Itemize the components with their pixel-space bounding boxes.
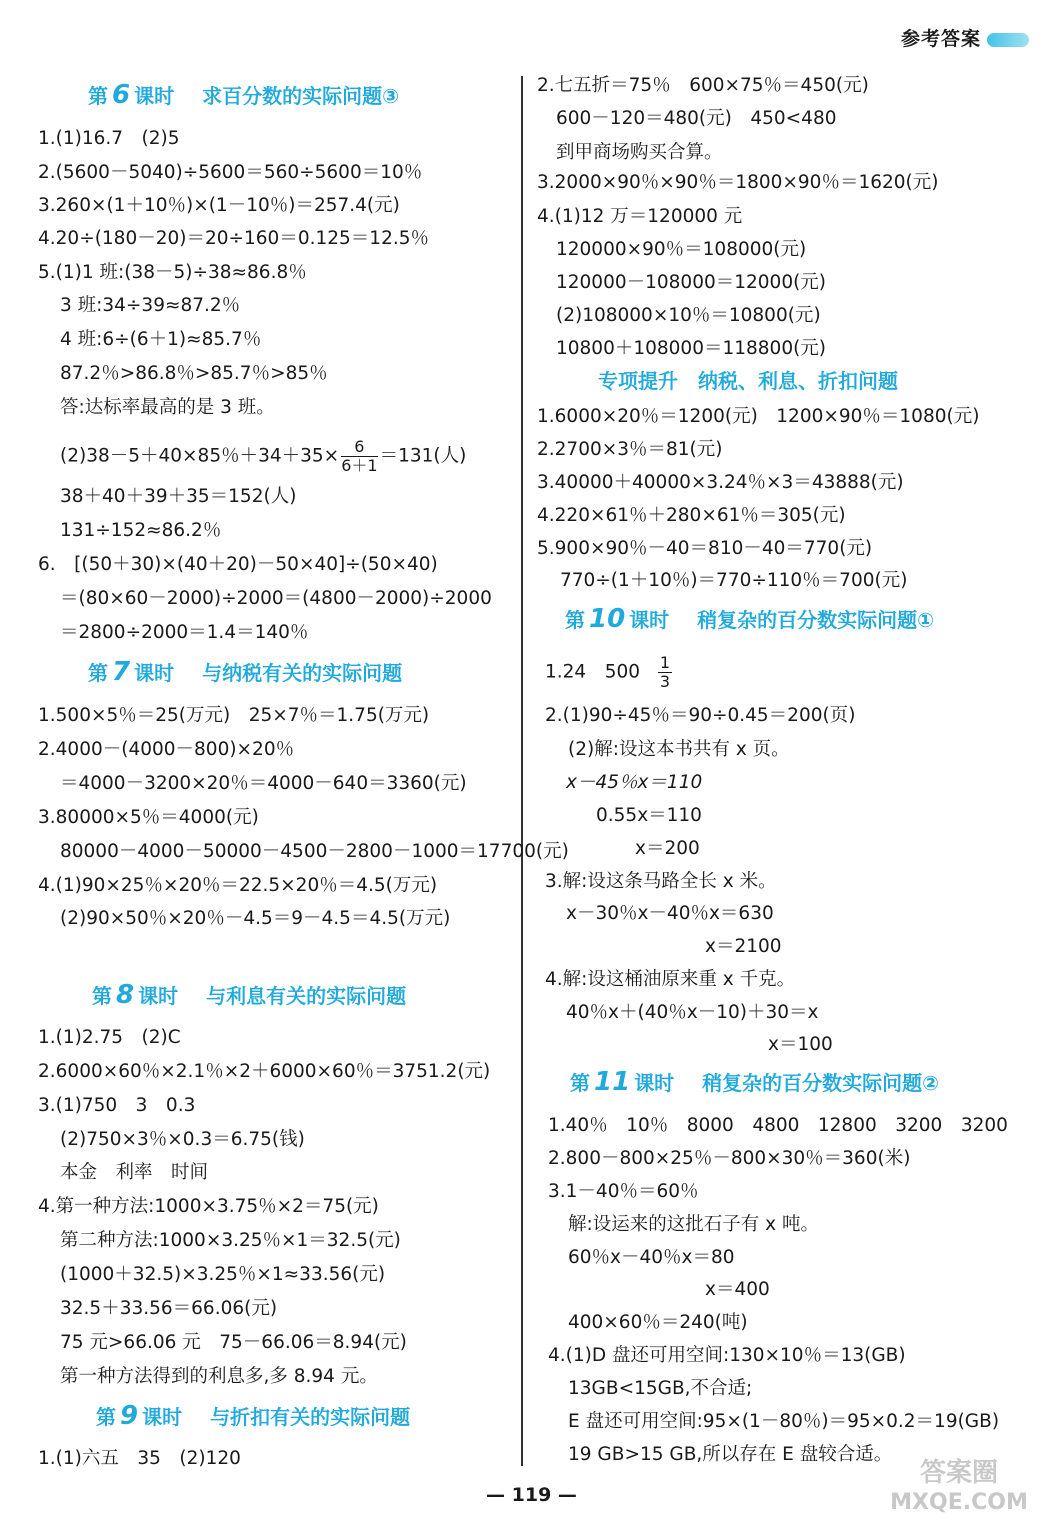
fraction	[341, 438, 377, 475]
answer-line: 2.2700×3％＝81(元)	[537, 439, 723, 460]
lesson-number: 11	[594, 1067, 631, 1097]
answer-line: 75 元>66.06 元 75－66.06＝8.94(元)	[60, 1332, 407, 1353]
answer-line: 2.(5600－5040)÷5600＝560÷5600＝10％	[38, 162, 423, 183]
header-title: 参考答案	[900, 28, 981, 50]
section-heading-8	[92, 980, 406, 1011]
answer-line: 解:设运来的这批石子有 x 吨。	[568, 1214, 819, 1235]
answer-line: 131÷152≈86.2％	[60, 520, 222, 541]
answer-line: E 盘还可用空间:95×(1－80％)＝95×0.2＝19(GB)	[568, 1411, 1000, 1432]
answer-line: x＝400	[705, 1279, 770, 1300]
section-title: 稍复杂的百分数实际问题②	[702, 1071, 940, 1095]
answer-line: 4.第一种方法:1000×3.75％×2＝75(元)	[38, 1196, 379, 1217]
answer-line: 2.七五折＝75％ 600×75％＝450(元)	[537, 75, 869, 96]
section-title: 求百分数的实际问题③	[202, 84, 400, 108]
answer-line: ＝2800÷2000＝1.4＝140％	[60, 622, 309, 643]
answer-line: x－30％x－40％x＝630	[566, 903, 774, 924]
answer-line: (2)90×50％×20％－4.5＝9－4.5＝4.5(万元)	[60, 908, 451, 929]
answer-line: 80000－4000－50000－4500－2800－1000＝17700(元)	[60, 841, 569, 862]
fraction	[658, 654, 672, 691]
answer-line: 4.20÷(180－20)＝20÷160＝0.125＝12.5％	[38, 228, 429, 249]
section-heading-special: 专项提升 纳税、利息、折扣问题	[598, 369, 898, 393]
answer-line: 1.40％ 10％ 8000 4800 12800 3200 3200	[548, 1115, 1008, 1136]
watermark-text: 答案圈	[919, 1458, 998, 1488]
answer-line: 4.220×61％＋280×61％＝305(元)	[537, 505, 846, 526]
answer-line: 600－120＝480(元) 450<480	[556, 108, 837, 129]
lesson-number: 8	[116, 980, 135, 1010]
answer-line: 770÷(1＋10％)＝770÷110％＝700(元)	[560, 570, 908, 591]
answer-line: x＝100	[768, 1034, 833, 1055]
section-heading-6	[88, 80, 399, 111]
fraction-numerator: 1	[659, 653, 671, 672]
answer-line-with-fraction	[545, 654, 674, 691]
answer-line: 2.4000－(4000－800)×20％	[38, 739, 295, 760]
answer-line-with-fraction	[60, 438, 466, 475]
answer-line: 5.(1)1 班:(38－5)÷38≈86.8％	[38, 262, 307, 283]
answer-line: 4.解:设这桶油原来重 x 千克。	[545, 969, 796, 990]
answer-line: (2)解:设这本书共有 x 页。	[568, 739, 790, 760]
answer-line: 1.(1)2.75 (2)C	[38, 1027, 181, 1048]
answer-line: 87.2％>86.8％>85.7％>85％	[60, 363, 328, 384]
column-divider	[521, 76, 523, 1466]
answer-line: (2)750×3％×0.3＝6.75(钱)	[60, 1129, 305, 1150]
answer-line: ＝4000－3200×20％＝4000－640＝3360(元)	[60, 773, 467, 794]
lesson-number: 9	[120, 1401, 139, 1431]
section-prefix: 第	[88, 84, 108, 108]
answer-line: 60％x－40％x＝80	[568, 1247, 735, 1268]
answer-line: 400×60％＝240(吨)	[568, 1312, 748, 1333]
answer-line: 4.(1)12 万＝120000 元	[537, 206, 743, 227]
answer-line: 38＋40＋39＋35＝152(人)	[60, 486, 297, 507]
answer-line: 1.6000×20％＝1200(元) 1200×90％＝1080(元)	[537, 406, 980, 427]
answer-line: 3.260×(1＋10％)×(1－10％)＝257.4(元)	[38, 195, 400, 216]
lesson-number: 6	[112, 80, 131, 110]
section-prefix: 第	[570, 1071, 590, 1095]
lesson-number: 7	[112, 657, 131, 687]
answer-line: 本金 利率 时间	[60, 1162, 209, 1183]
answer-line: ＝(80×60－2000)÷2000＝(4800－2000)÷2000	[60, 588, 492, 609]
fraction-denominator: 6＋1	[341, 456, 378, 475]
section-heading-10	[565, 604, 934, 635]
fraction-denominator: 3	[659, 672, 671, 691]
section-title: 与利息有关的实际问题	[206, 984, 407, 1008]
section-title: 与折扣有关的实际问题	[210, 1405, 411, 1429]
answer-line: 3 班:34÷39≈87.2％	[60, 295, 241, 316]
answer-line: 第二种方法:1000×3.25％×1＝32.5(元)	[60, 1230, 401, 1251]
section-suffix: 课时	[629, 608, 670, 632]
fraction-numerator: 6	[341, 438, 377, 457]
page-number: — 119 —	[486, 1484, 577, 1506]
page-header	[901, 24, 1029, 51]
section-title: 稍复杂的百分数实际问题①	[697, 608, 935, 632]
answer-line: 1.500×5％＝25(万元) 25×7％＝1.75(万元)	[38, 705, 430, 726]
section-prefix: 第	[92, 984, 112, 1008]
section-heading-11	[570, 1067, 939, 1098]
section-suffix: 课时	[142, 1405, 183, 1429]
section-heading-9	[96, 1401, 410, 1432]
expression-text: 1.24 500	[545, 661, 641, 683]
answer-line: (1000＋32.5)×3.25％×1≈33.56(元)	[60, 1264, 386, 1285]
header-decoration-icon	[987, 33, 1029, 47]
answer-line: 0.55x＝110	[596, 805, 702, 826]
answer-line: 第一种方法得到的利息多,多 8.94 元。	[60, 1366, 378, 1387]
answer-line: 到甲商场购买合算。	[556, 142, 723, 163]
answer-line: 4.(1)D 盘还可用空间:130×10％＝13(GB)	[548, 1345, 906, 1366]
section-suffix: 课时	[134, 84, 175, 108]
answer-line: 120000－108000＝12000(元)	[556, 272, 827, 293]
answer-line: 3.1－40％＝60％	[548, 1181, 699, 1202]
answer-line: 1.(1)16.7 (2)5	[38, 128, 180, 149]
answer-line: x＝2100	[705, 936, 782, 957]
answer-line: 32.5＋33.56＝66.06(元)	[60, 1298, 278, 1319]
section-prefix: 第	[96, 1405, 116, 1429]
answer-line: 40％x＋(40％x－10)＋30＝x	[566, 1002, 819, 1023]
answer-line: 6. [(50＋30)×(40＋20)－50×40]÷(50×40)	[38, 554, 438, 575]
section-heading-7	[88, 657, 402, 688]
answer-line: 5.900×90％－40＝810－40＝770(元)	[537, 538, 873, 559]
section-suffix: 课时	[134, 661, 175, 685]
answer-line: 19 GB>15 GB,所以存在 E 盘较合适。	[568, 1444, 893, 1465]
answer-line: 13GB<15GB,不合适;	[568, 1378, 753, 1399]
answer-line: 3.2000×90％×90％＝1800×90％＝1620(元)	[537, 172, 939, 193]
answer-line: 3.解:设这条马路全长 x 米。	[545, 871, 777, 892]
expression-text: ＝131(人)	[379, 445, 467, 467]
answer-line: x＝200	[635, 838, 700, 859]
answer-line: 4 班:6÷(6＋1)≈85.7％	[60, 329, 262, 350]
expression-text: (2)38－5＋40×85％＋34＋35×	[60, 445, 340, 467]
answer-line: 3.40000＋40000×3.24％×3＝43888(元)	[537, 472, 904, 493]
answer-line: 3.80000×5％＝4000(元)	[38, 807, 259, 828]
answer-line: 10800＋108000＝118800(元)	[556, 338, 827, 359]
answer-line: x－45％x＝110	[566, 772, 703, 793]
answer-line: 1.(1)六五 35 (2)120	[38, 1448, 241, 1469]
answer-line: 3.(1)750 3 0.3	[38, 1095, 196, 1116]
section-suffix: 课时	[138, 984, 179, 1008]
section-title: 与纳税有关的实际问题	[202, 661, 403, 685]
answer-line: 2.800－800×25％－800×30％＝360(米)	[548, 1148, 911, 1169]
section-suffix: 课时	[634, 1071, 675, 1095]
answer-line: 4.(1)90×25％×20％＝22.5×20％＝4.5(万元)	[38, 875, 438, 896]
answer-line: 120000×90％＝108000(元)	[556, 239, 807, 260]
watermark-logo	[869, 1458, 1049, 1528]
section-prefix: 第	[88, 661, 108, 685]
lesson-number: 10	[589, 604, 626, 634]
answer-line: 答:达标率最高的是 3 班。	[60, 397, 275, 418]
section-prefix: 第	[565, 608, 585, 632]
answer-line: (2)108000×10％＝10800(元)	[556, 305, 821, 326]
answer-line: 2.6000×60％×2.1％×2＋6000×60％＝3751.2(元)	[38, 1061, 491, 1082]
answer-line: 2.(1)90÷45％＝90÷0.45＝200(页)	[545, 705, 856, 726]
watermark-text: MXQE.COM	[890, 1490, 1028, 1515]
